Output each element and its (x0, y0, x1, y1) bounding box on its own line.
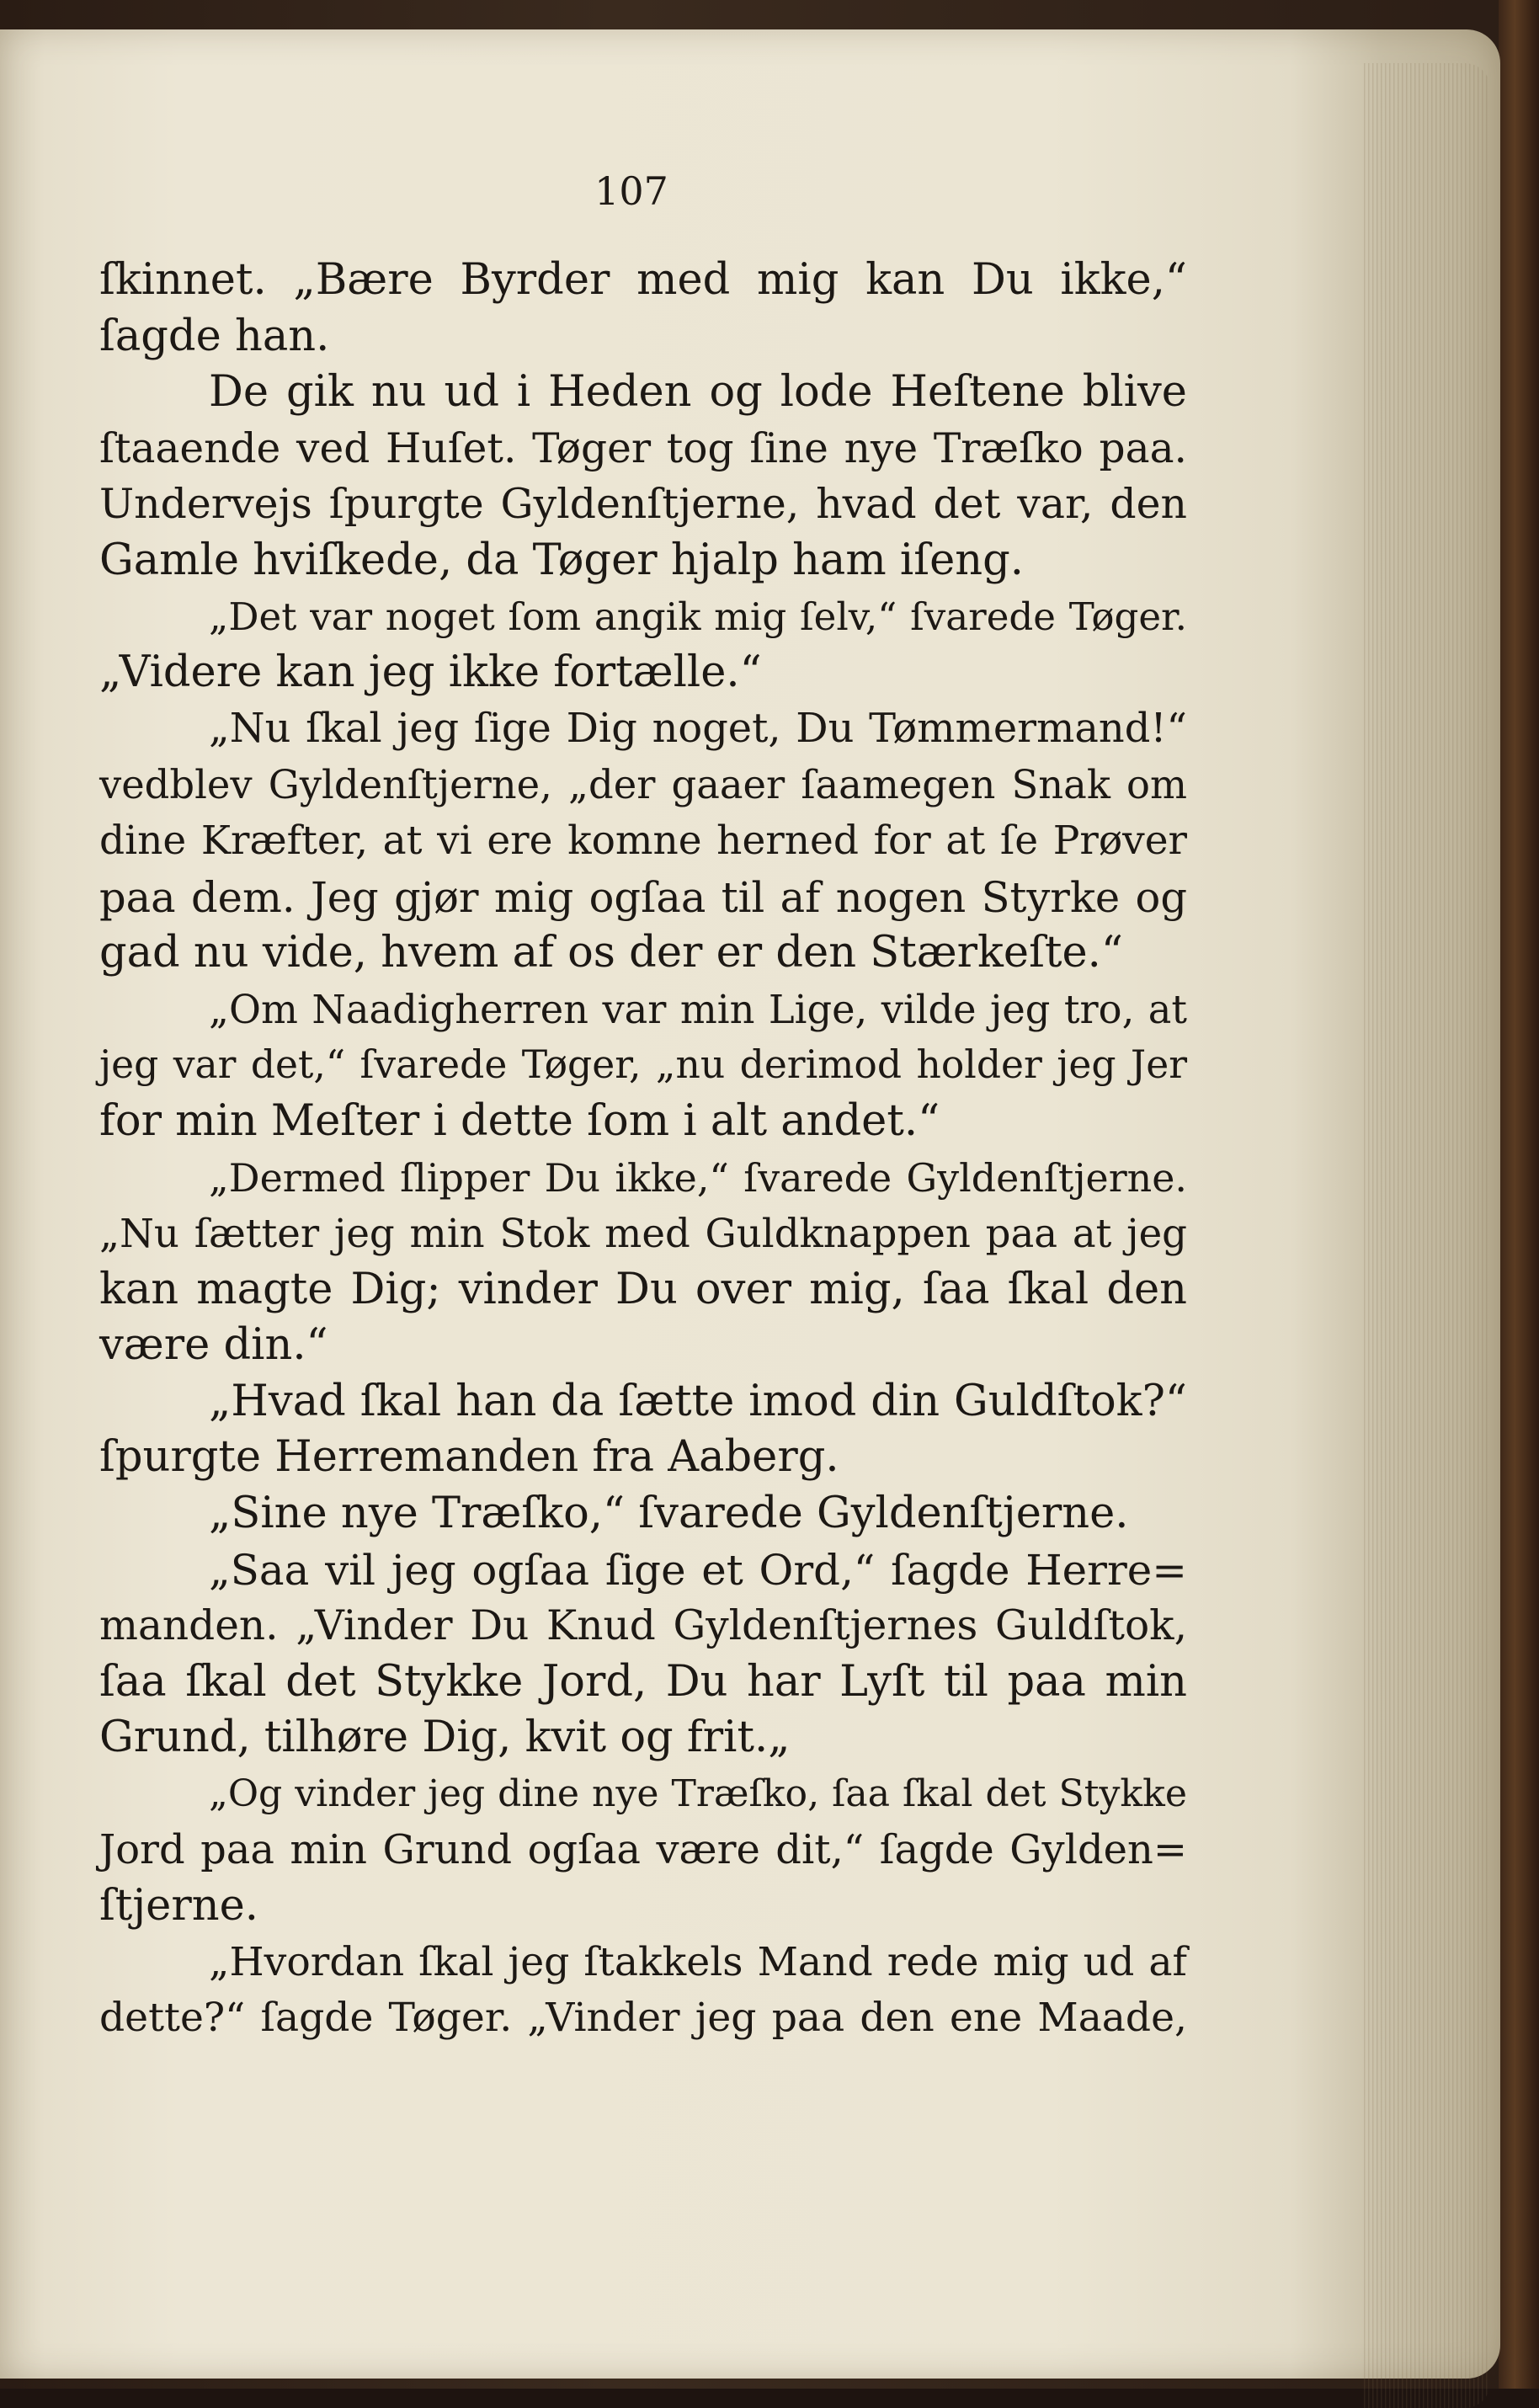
text-line: „Det var noget ſom angik mig ſelv,“ ſvarede Tøger. (209, 594, 1187, 639)
text-line: „Hvordan ſkal jeg ſtakkels Mand rede mig ud af (209, 1938, 1187, 1985)
text-line: „Hvad ſkal han da ſætte imod din Guldſtok?“ (209, 1376, 1187, 1426)
text-line: „Saa vil jeg ogſaa ſige et Ord,“ ſagde Herre= (209, 1545, 1187, 1595)
text-line: ſagde han. (99, 311, 330, 361)
text-line: jeg var det,“ ſvarede Tøger, „nu derimod holder jeg Jer (99, 1042, 1187, 1088)
text-line: „Nu ſætter jeg min Stok med Guldknappen paa at jeg (99, 1211, 1187, 1257)
text-line: vedblev Gyldenſtjerne, „der gaaer ſaamegen Snak om (99, 762, 1187, 808)
text-line: dette?“ ſagde Tøger. „Vinder jeg paa den ene Maade, (99, 1995, 1187, 2042)
text-line: være din.“ (99, 1320, 328, 1371)
text-line: Grund, tilhøre Dig, kvit og frit.„ (99, 1713, 791, 1763)
page-number: 107 (594, 168, 668, 214)
text-line: for min Meſter i dette ſom i alt andet.“ (99, 1095, 940, 1146)
page-stack-edges (1364, 63, 1490, 2408)
text-line: „Om Naadigherren var min Lige, vilde jeg tro, at (209, 986, 1187, 1032)
text-line: De gik nu ud i Heden og lode Heſtene blive (209, 367, 1187, 418)
text-line: Jord paa min Grund ogſaa være dit,“ ſagde Gylden= (99, 1826, 1187, 1873)
text-line: gad nu vide, hvem af os der er den Stærkeſte.“ (99, 928, 1123, 978)
text-line: „Dermed ſlipper Du ikke,“ ſvarede Gyldenſtjerne. (209, 1154, 1187, 1201)
text-line: Undervejs ſpurgte Gyldenſtjerne, hvad det var, den (99, 480, 1187, 529)
text-line: „Nu ſkal jeg ſige Dig noget, Du Tømmermand!“ (209, 705, 1187, 752)
text-line: dine Kræfter, at vi ere komne herned for at ſe Prøver (99, 817, 1187, 864)
text-line: paa dem. Jeg gjør mig ogſaa til af nogen Styrke og (99, 872, 1187, 922)
text-line: Gamle hviſkede, da Tøger hjalp ham iſeng. (99, 535, 1024, 585)
text-line: ſtaaende ved Huſet. Tøger tog ſine nye Træſko paa. (99, 424, 1187, 472)
body-text (99, 253, 1187, 2047)
text-line: „Og vinder jeg dine nye Træſko, ſaa ſkal det Stykke (209, 1772, 1187, 1816)
text-line: ſkinnet. „Bære Byrder med mig kan Du ikke,“ (99, 255, 1187, 305)
text-line: kan magte Dig; vinder Du over mig, ſaa ſkal den (99, 1264, 1187, 1314)
text-line: „Videre kan jeg ikke fortælle.“ (99, 647, 762, 698)
text-line: ſtjerne. (99, 1881, 258, 1931)
text-line: ſaa ſkal det Stykke Jord, Du har Lyſt til paa min (99, 1656, 1187, 1707)
book-binding-edge (1499, 0, 1539, 2389)
text-line: „Sine nye Træſko,“ ſvarede Gyldenſtjerne. (209, 1489, 1129, 1539)
text-line: ſpurgte Herremanden fra Aaberg. (99, 1432, 839, 1483)
text-line: manden. „Vinder Du Knud Gyldenſtjernes Guldſtok, (99, 1602, 1187, 1650)
